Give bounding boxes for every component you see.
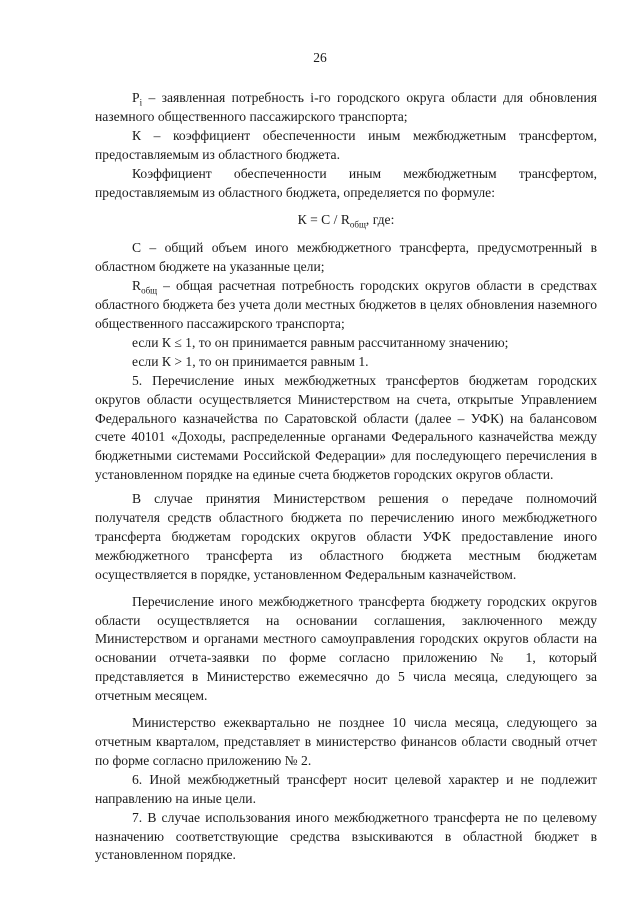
paragraph-item-5: 5. Перечисление иных межбюджетных трансфертов бюджетам городских округов области осуществляется Министерством на счета, открытые Управлением Федерального казначейства по Саратовской области (далее – УФК) на балансовом счете 40101 «Доходы, распределенные органами Федерального казначейства между бюджетными системами Российской Федерации» для последующего перечисления в установленном порядке на единые счета бюджетов городских округов области.: [95, 372, 597, 483]
symbol-r: R: [132, 278, 142, 294]
paragraph-quarterly-report: Министерство ежеквартально не позднее 10 числа месяца, следующего за отчетным кварталом, представляет в министерство финансов области сводный отчет по форме согласно приложению № 2.: [95, 715, 597, 768]
subscript-obsh: общ: [141, 285, 158, 296]
formula-expression: К = С / R: [297, 212, 350, 228]
paragraph-r-definition: [95, 277, 597, 334]
paragraph-text: – заявленная потребность i-го городского округа области для обновления наземного общественного пассажирского транспорта;: [95, 90, 597, 124]
formula: [95, 211, 597, 230]
document-body: [95, 89, 597, 865]
paragraph-delegation: В случае принятия Министерством решения о передаче полномочий получателя средств областного бюджета по перечислению иного межбюджетного трансферта бюджетам городских округов области УФК предоставление иного межбюджетного трансферта из областного бюджета местным бюджетам осуществляется в порядке, установленном Федеральным казначейством.: [95, 491, 597, 582]
paragraph-pi-definition: [95, 89, 597, 127]
page-number: 26: [313, 50, 327, 65]
paragraph-text: – общая расчетная потребность городских округов области в средствах областного бюджета без учета доли местных бюджетов в целях обновления наземного общественного пассажирского транспорта;: [95, 278, 597, 331]
formula-subscript: общ: [349, 220, 366, 231]
paragraph-formula-intro: Коэффициент обеспеченности иным межбюджетным трансфертом, предоставляемым из областного бюджета, определяется по формуле:: [95, 165, 597, 200]
paragraph-item-7: 7. В случае использования иного межбюджетного трансферта не по целевому назначению соответствующие средства взыскиваются в областной бюджет в установленном порядке.: [95, 809, 597, 863]
paragraph-item-6: 6. Иной межбюджетный трансферт носит целевой характер и не подлежит направлению на иные цели.: [95, 771, 597, 806]
formula-suffix: , где:: [365, 212, 395, 228]
subscript-i: i: [139, 97, 143, 108]
paragraph-condition-2: если К > 1, то он принимается равным 1.: [132, 353, 369, 369]
symbol-p: P: [132, 90, 140, 105]
paragraph-k-definition: К – коэффициент обеспеченности иным межбюджетным трансфертом, предоставляемым из областного бюджета.: [95, 127, 597, 162]
paragraph-transfer-basis: Перечисление иного межбюджетного трансферта бюджету городских округов области осуществляется на основании соглашения, заключенного между Министерством и органами местного самоуправления городских округов области на основании отчета-заявки по форме согласно приложению № 1, который представляется в Министерство ежемесячно до 5 числа месяца, следующего за отчетным месяцем.: [95, 593, 597, 704]
paragraph-condition-1: если К ≤ 1, то он принимается равным рассчитанному значению;: [132, 334, 509, 350]
paragraph-c-definition: С – общий объем иного межбюджетного трансферта, предусмотренный в областном бюджете на указанные цели;: [95, 240, 597, 275]
